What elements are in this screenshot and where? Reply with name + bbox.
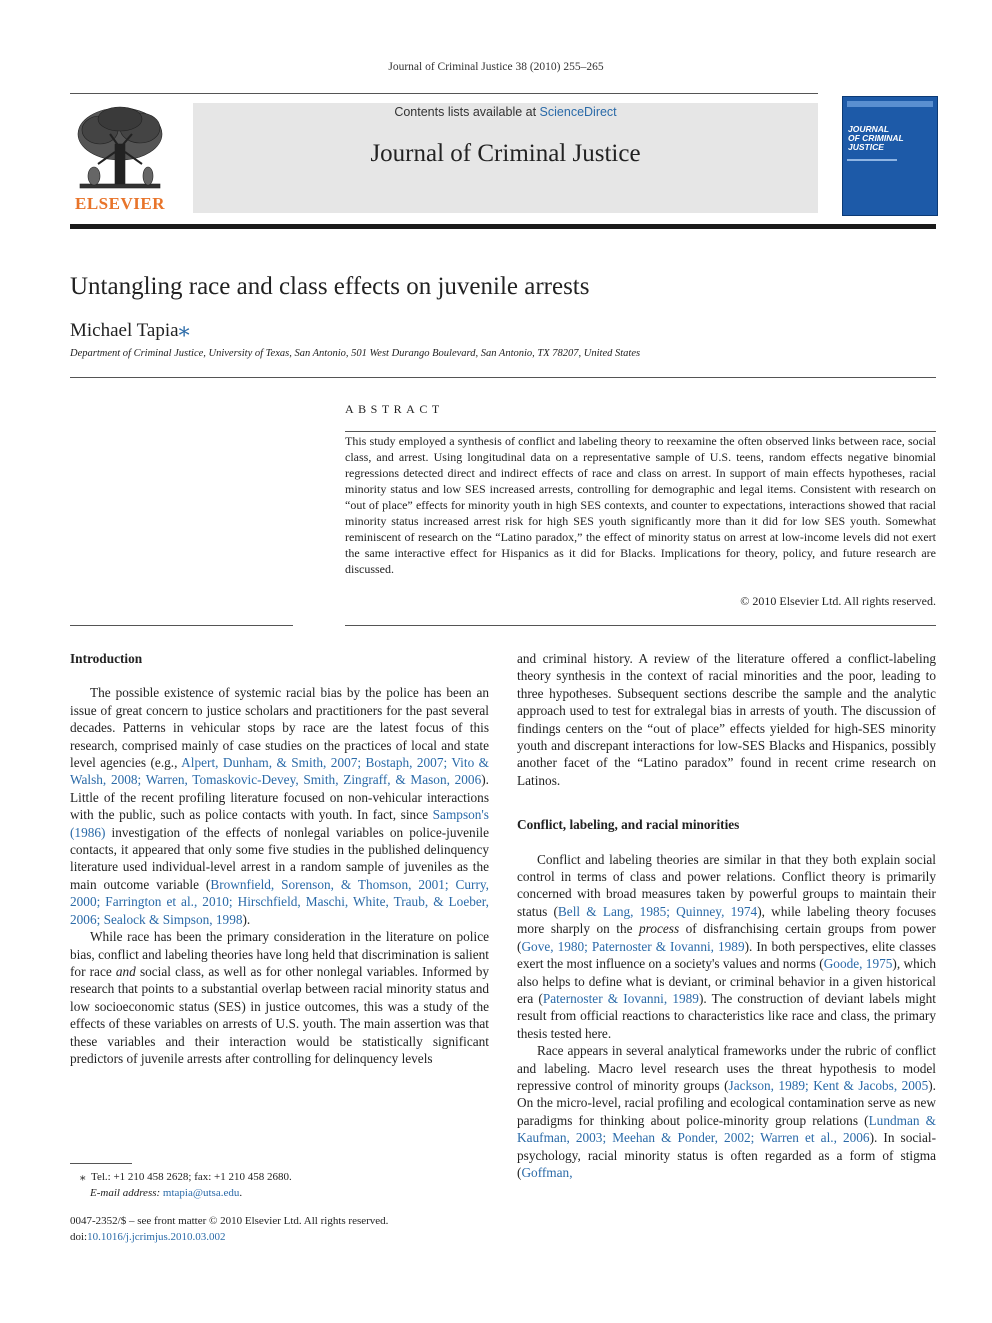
paragraph-conflict-2: Race appears in several analytical frameworks under the rubric of conflict and labeling. Macro level research uses the threat hypothesis to model repressive control of minority groups (Jackson, 1989; Kent & Jacobs, 2005). On the micro-level, racial profiling and ecological contamination serve as new paradigms for thinking about police-minority group relations (Lundman & Kaufman, 2003; Meehan & Ponder, 2002; Warren et al., 2006). In social-psychology, racial minority status is often regarded as a form of stigma (Goffman, <box>517 1043 936 1180</box>
abstract-text: This study employed a synthesis of conflict and labeling theory to reexamine the often observed links between race, social class, and arrest. Using longitudinal data on a representative sample of U.S. teens, random effects negative binomial regressions detected direct and indirect effects of race and class on arrest. In support of main effects hypotheses, racial minority status and low SES increased arrests, controlling for demographic and legal items. Consistent with research on “out of place” effects for minority youth in high SES contexts, and counter to expectations, interactions showed that racial minority status increased arrest risk for high SES youth significantly more than it did for low SES youth. Somewhat reminiscent of research on the “Latino paradox,” the effect of minority status on arrest at low-income levels did not exert the same interactive effect for Hispanics as it did for Blacks. Implications for theory, policy, and future research are discussed. <box>345 434 936 576</box>
section-heading-introduction: Introduction <box>70 651 143 666</box>
elsevier-logo[interactable] <box>70 104 170 214</box>
footnote-email: E-mail address: mtapia@utsa.edu. <box>90 1186 243 1199</box>
body-column-left <box>70 650 489 1067</box>
footnote-mark: ⁎ <box>80 1171 86 1183</box>
title-rule <box>70 377 936 378</box>
abstract-copyright: © 2010 Elsevier Ltd. All rights reserved. <box>740 594 936 608</box>
email-link[interactable]: mtapia@utsa.edu <box>162 1186 240 1199</box>
abstract-label: ABSTRACT <box>345 402 444 416</box>
paragraph-intro-1: The possible existence of systemic racial bias by the police has been an issue of great concern to justice scholars and practitioners for the past several decades. Patterns in vehicular stops by race are the latest focus of this research, comprised mainly of case studies on the practices of local and state level agencies (e.g., Alpert, Dunham, & Smith, 2007; Bostaph, 2007; Vito & Walsh, 2008; Warren, Tomaskovic-Devey, Smith, Zingraff, & Mason, 2006). Little of the recent profiling literature focused on non-vehicular interactions with the public, such as police contacts with youth. In fact, since Sampson's (1986) investigation of the effects of nonlegal variables on police-juvenile contacts, it appeared that only some five studies in the published delinquency literature used individual-level arrest in a random sample of juveniles as the main outcome variable (Brownfield, Sorenson, & Thomson, 2001; Curry, 2000; Farrington et al., 2010; Hirschfield, Maschi, White, Traub, & Loeber, 2006; Sealock & Simpson, 1998). <box>70 685 490 927</box>
cover-strip <box>847 101 933 107</box>
paragraph-conflict-1: Conflict and labeling theories are similar in that they both explain social control in terms of class and power relations. Conflict theory is primarily concerned with broad measures taken by powerful groups to maintain their status (Bell & Lang, 1985; Quinney, 1974), while labeling theory focuses more sharply on the process of disfranchising certain groups from power (Gove, 1980; Paternoster & Iovanni, 1989). In both perspectives, elite classes exert the most influence on a society's values and norms (Goode, 1975), which also helps to define what is deviant, or criminal behavior in a given historical era (Paternoster & Iovanni, 1989). The construction of deviant labels might result from official reactions to characteristics like race and class, the primary thesis tested here. <box>517 851 937 1041</box>
doi-line: doi:10.1016/j.jcrimjus.2010.03.002 <box>70 1230 226 1243</box>
section-heading-conflict-labeling: Conflict, labeling, and racial minorities <box>517 817 740 833</box>
author-line <box>70 316 190 342</box>
footnote-tel: ⁎ Tel.: +1 210 458 2628; fax: +1 210 458 2680. <box>80 1171 292 1183</box>
issn-line: 0047-2352/$ – see front matter © 2010 Elsevier Ltd. All rights reserved. <box>70 1215 389 1227</box>
header-rule <box>70 93 818 94</box>
paragraph-intro-2: While race has been the primary consideration in the literature on police bias, conflict and labeling theories have long held that discrimination is salient for race and social class, as well as for other nonlegal variables. Informed by research that points to a substantial overlap between racial minority status and low socioeconomic status (SES) in justice outcomes, this was a study of the effects of these variables on arrests of U.S. youth. The main assertion was that these variables and their interaction would be statistically significant predictors of juvenile arrests after controlling for delinquency levels <box>70 929 489 1066</box>
author-affiliation: Department of Criminal Justice, University of Texas, San Antonio, 501 West Durango Boulevard, San Antonio, TX 78207, United States <box>70 348 641 359</box>
body-column-right <box>517 650 936 1181</box>
contents-prefix: Contents lists available at <box>394 105 540 119</box>
article-title: Untangling race and class effects on juvenile arrests <box>70 273 590 300</box>
contents-line <box>193 105 818 119</box>
author-footnote <box>70 1170 490 1201</box>
citation-link[interactable]: Alpert, Dunham, & Smith, 2007; Bostaph, 2007; Vito & Walsh, 2008; Warren, Tomaskovic-Devey, Smith, Zingraff, & Mason, 2006 <box>70 755 490 788</box>
journal-citation: Journal of Criminal Justice 38 (2010) 255–265 <box>388 61 604 73</box>
citation-link[interactable]: Brownfield, Sorenson, & Thomson, 2001; Curry, 2000; Farrington et al., 2010; Hirschfield, Maschi, White, Traub, & Loeber, 2006; Sealock & Simpson, 1998 <box>70 876 490 927</box>
abstract-rule <box>345 431 936 432</box>
doi-link[interactable]: 10.1016/j.jcrimjus.2010.03.002 <box>87 1230 226 1243</box>
citation-link[interactable]: Sampson's (1986) <box>70 807 489 840</box>
sciencedirect-link[interactable]: ScienceDirect <box>539 105 617 119</box>
citation-link[interactable]: Bell & Lang, 1985; Quinney, 1974 <box>557 903 758 919</box>
left-column-rule <box>70 625 293 626</box>
right-column-rule <box>345 625 936 626</box>
author-footnote-mark[interactable]: ⁎ <box>178 316 190 341</box>
citation-link[interactable]: Goode, 1975 <box>823 956 893 972</box>
journal-cover[interactable] <box>842 96 938 216</box>
citation-link[interactable]: Jackson, 1989; Kent & Jacobs, 2005 <box>728 1077 929 1093</box>
cover-title: JOURNAL OF CRIMINAL JUSTICE <box>848 124 904 152</box>
citation-link[interactable]: Paternoster & Iovanni, 1989 <box>542 990 699 1006</box>
elsevier-wordmark: ELSEVIER <box>75 194 165 213</box>
citation-link[interactable]: Lundman & Kaufman, 2003; Meehan & Ponder, 2002; Warren et al., 2006 <box>517 1112 936 1146</box>
citation-link[interactable]: Goffman, <box>521 1164 573 1180</box>
citation-link[interactable]: Gove, 1980; Paternoster & Iovanni, 1989 <box>521 938 745 954</box>
author-name: Michael Tapia <box>70 320 179 341</box>
header-thick-rule <box>70 224 936 229</box>
cover-strip-lower <box>847 159 897 161</box>
paragraph-intro-3: and criminal history. A review of the literature offered a conflict-labeling theory synthesis in the context of racial minorities and the poor, leading to three hypotheses. Subsequent sections describe the sample and the analytic approach used to test for extralegal bias in arrests of youth. The discussion of findings centers on the “out of place” effects yielded for high-SES minority youth and discrepant interactions for low-SES Blacks and Hispanics, possibly another facet of the “Latino paradox” found in recent crime research on Latinos. <box>517 651 936 788</box>
journal-title[interactable]: Journal of Criminal Justice <box>370 140 641 167</box>
front-matter <box>70 1214 388 1245</box>
footnote-rule <box>70 1163 132 1164</box>
